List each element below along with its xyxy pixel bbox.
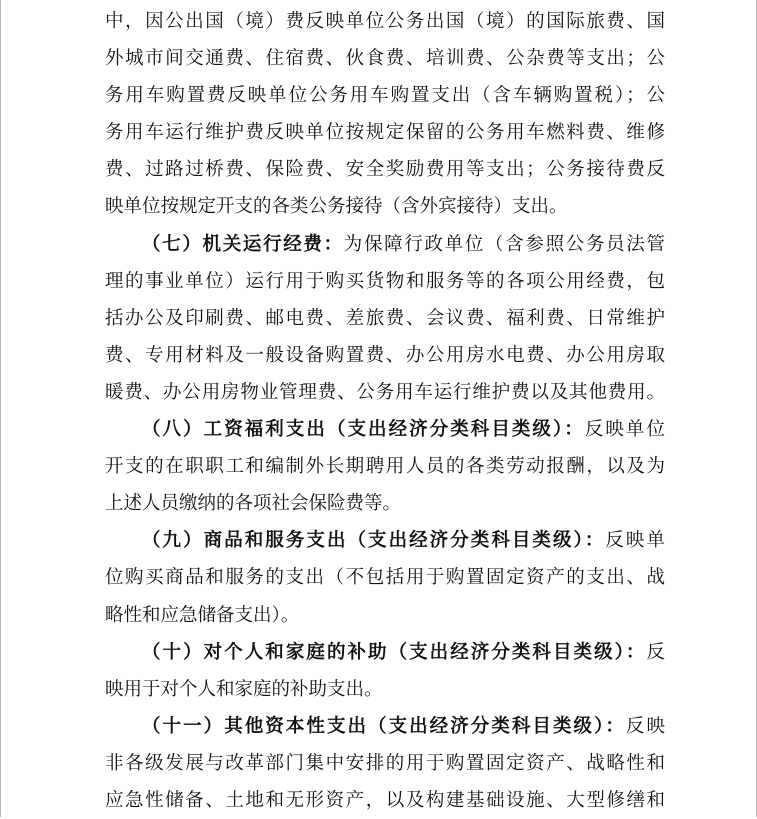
text-line: 括办公及印刷费、邮电费、差旅费、会议费、福利费、日常维护 bbox=[105, 307, 665, 329]
text-line: 映单位按规定开支的各类公务接待（含外宾接待）支出。 bbox=[105, 196, 568, 218]
text-line: 理的事业单位）运行用于购买货物和服务等的各项公用经费，包 bbox=[105, 270, 665, 292]
text-line: 务用车运行维护费反映单位按规定保留的公务用车燃料费、维修 bbox=[105, 122, 665, 144]
text-line: 应急性储备、土地和无形资产，以及构建基础设施、大型修缮和 bbox=[105, 789, 665, 811]
text-line: 外城市间交通费、住宿费、伙食费、培训费、公杂费等支出；公 bbox=[105, 48, 665, 70]
section-text: 反映 bbox=[625, 715, 665, 737]
section-text: 反映单位 bbox=[584, 419, 665, 441]
section-heading: （七）机关运行经费： bbox=[142, 233, 344, 255]
text-line: 暖费、办公用房物业管理费、公务用车运行维护费以及其他费用。 bbox=[105, 381, 665, 403]
text-line: 位购买商品和服务的支出（不包括用于购置固定资产的支出、战 bbox=[105, 567, 665, 589]
paragraph-section-8 bbox=[105, 411, 665, 522]
text-line: 上述人员缴纳的各项社会保险费等。 bbox=[105, 493, 402, 515]
document-body bbox=[105, 3, 665, 819]
text-line bbox=[105, 522, 665, 559]
text-line bbox=[105, 411, 665, 448]
text-line: 费、过路过桥费、保险费、安全奖励费用等支出；公务接待费反 bbox=[105, 159, 665, 181]
section-text: 反映单 bbox=[605, 530, 665, 552]
text-line: 中，因公出国（境）费反映单位公务出国（境）的国际旅费、国 bbox=[105, 11, 665, 32]
section-heading: （八）工资福利支出（支出经济分类科目类级）： bbox=[142, 419, 585, 441]
text-line bbox=[105, 226, 665, 263]
text-line: 略性和应急储备支出）。 bbox=[105, 604, 300, 626]
paragraph-section-10 bbox=[105, 634, 665, 708]
section-text: 为保障行政单位（含参照公务员法管 bbox=[343, 233, 665, 255]
text-line: 映用于对个人和家庭的补助支出。 bbox=[105, 678, 383, 700]
text-line: 非各级发展与改革部门集中安排的用于购置固定资产、战略性和 bbox=[105, 752, 665, 774]
paragraph-section-7 bbox=[105, 226, 665, 411]
section-heading: （九）商品和服务支出（支出经济分类科目类级）： bbox=[142, 530, 606, 552]
text-line: 务用车购置费反映单位公务用车购置支出（含车辆购置税）；公 bbox=[105, 85, 665, 107]
text-line: 费、专用材料及一般设备购置费、办公用房水电费、办公用房取 bbox=[105, 344, 665, 366]
section-heading: （十一）其他资本性支出（支出经济分类科目类级）： bbox=[142, 715, 626, 737]
section-text: 反 bbox=[646, 641, 665, 663]
paragraph-public-expenses bbox=[105, 3, 665, 226]
text-line bbox=[105, 708, 665, 745]
section-heading: （十）对个人和家庭的补助（支出经济分类科目类级）： bbox=[142, 641, 647, 663]
text-line bbox=[105, 634, 665, 671]
paragraph-section-9 bbox=[105, 522, 665, 633]
text-line: 开支的在职职工和编制外长期聘用人员的各类劳动报酬，以及为 bbox=[105, 456, 665, 478]
paragraph-section-11 bbox=[105, 708, 665, 819]
